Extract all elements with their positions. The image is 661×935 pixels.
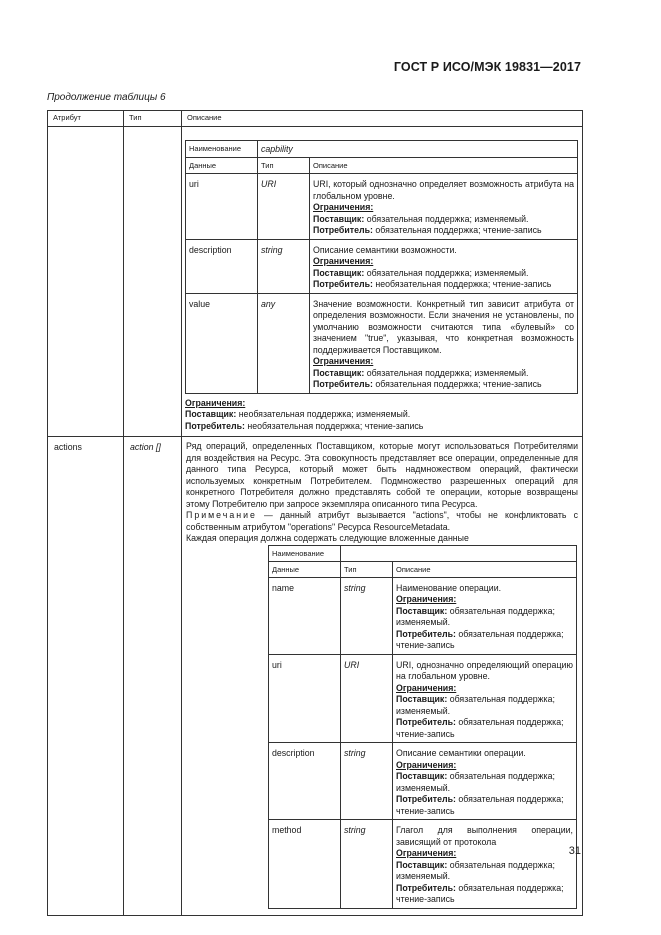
row-name: uri bbox=[186, 174, 258, 240]
col-header-description: Описание bbox=[310, 158, 578, 174]
name-value: capbility bbox=[258, 141, 578, 158]
limits-heading: Ограничения: bbox=[396, 759, 457, 770]
provider-label: Поставщик: bbox=[396, 859, 448, 870]
empty-cell bbox=[48, 127, 124, 437]
capability-limits-heading: Ограничения: bbox=[185, 397, 246, 408]
consumer-text: обязательная поддержка; чтение-запись bbox=[396, 628, 564, 650]
actions-note bbox=[186, 510, 578, 533]
row-name: value bbox=[186, 293, 258, 393]
main-table bbox=[47, 110, 583, 916]
actions-each: Каждая операция должна содержать следующие вложенные данные bbox=[186, 533, 469, 543]
desc-text: Описание семантики операции. bbox=[396, 748, 526, 758]
col-header-type: Тип bbox=[124, 111, 182, 127]
col-header-data: Данные bbox=[269, 561, 341, 577]
main-table-header bbox=[48, 111, 583, 127]
consumer-label: Потребитель: bbox=[396, 628, 456, 639]
consumer-label: Потребитель: bbox=[313, 379, 373, 389]
row-name: method bbox=[269, 820, 341, 909]
col-header-type: Тип bbox=[341, 561, 393, 577]
note-text: — данный атрибут вызывается "actions", чтобы не конфликтовать с собственным атрибутом "operations" Ресурса ResourceMetadata. bbox=[186, 510, 578, 532]
table-row bbox=[269, 743, 577, 820]
table-row bbox=[186, 239, 578, 293]
attribute-name: actions bbox=[48, 437, 124, 916]
consumer-label: Потребитель: bbox=[185, 420, 245, 431]
desc-text: URI, который однозначно определяет возможность атрибута на глобальном уровне. bbox=[313, 179, 574, 201]
desc-text: URI, однозначно определяющий операцию на глобальном уровне. bbox=[396, 659, 573, 681]
provider-label: Поставщик: bbox=[313, 267, 365, 278]
consumer-label: Потребитель: bbox=[313, 279, 373, 289]
row-description bbox=[393, 577, 577, 654]
provider-label: Поставщик: bbox=[396, 605, 448, 616]
col-header-description: Описание bbox=[182, 111, 583, 127]
provider-text: обязательная поддержка; изменяемый. bbox=[364, 213, 529, 224]
limits-heading: Ограничения: bbox=[396, 848, 457, 858]
actions-description bbox=[182, 437, 583, 916]
consumer-text: обязательная поддержка; чтение-запись bbox=[372, 225, 542, 235]
limits-heading: Ограничения: bbox=[396, 682, 457, 693]
row-type: string bbox=[341, 820, 393, 909]
table-row-capability bbox=[48, 127, 583, 437]
table-caption: Продолжение таблицы 6 bbox=[47, 92, 166, 103]
table-row bbox=[269, 577, 577, 654]
page-number: 31 bbox=[568, 845, 581, 857]
capability-description bbox=[182, 127, 583, 437]
row-description bbox=[310, 174, 578, 240]
provider-text: обязательная поддержка; изменяемый. bbox=[364, 267, 529, 278]
row-type: string bbox=[341, 743, 393, 820]
capability-nested-table bbox=[185, 140, 578, 394]
row-type: URI bbox=[341, 654, 393, 743]
actions-nested-table bbox=[268, 545, 577, 909]
name-label: Наименование bbox=[269, 545, 341, 561]
row-description bbox=[310, 293, 578, 393]
consumer-label: Потребитель: bbox=[313, 225, 373, 235]
provider-label: Поставщик: bbox=[396, 694, 448, 704]
desc-text: Описание семантики возможности. bbox=[313, 244, 457, 255]
attribute-type: action [] bbox=[124, 437, 182, 916]
provider-label: Поставщик: bbox=[313, 367, 365, 378]
limits-heading: Ограничения: bbox=[313, 202, 374, 212]
document-header: ГОСТ Р ИСО/МЭК 19831—2017 bbox=[393, 60, 581, 74]
col-header-attribute: Атрибут bbox=[48, 111, 124, 127]
note-label: Примечание bbox=[186, 510, 257, 520]
row-type: URI bbox=[258, 174, 310, 240]
desc-text: Глагол для выполнения операции, зависящий от протокола bbox=[396, 825, 573, 847]
provider-text: необязательная поддержка; изменяемый. bbox=[236, 409, 411, 419]
row-type: string bbox=[341, 577, 393, 654]
consumer-label: Потребитель: bbox=[396, 882, 456, 893]
table-row bbox=[186, 293, 578, 393]
desc-text: Наименование операции. bbox=[396, 582, 502, 593]
consumer-label: Потребитель: bbox=[396, 717, 456, 727]
row-description bbox=[310, 239, 578, 293]
consumer-text: обязательная поддержка; чтение-запись bbox=[372, 379, 542, 389]
row-type: string bbox=[258, 239, 310, 293]
name-value bbox=[341, 545, 577, 561]
provider-text: обязательная поддержка; изменяемый. bbox=[396, 771, 555, 793]
consumer-text: необязательная поддержка; чтение-запись bbox=[372, 279, 552, 289]
consumer-text: обязательная поддержка; чтение-запись bbox=[396, 717, 564, 739]
consumer-text: обязательная поддержка; чтение-запись bbox=[396, 882, 564, 904]
provider-text: обязательная поддержка; изменяемый. bbox=[364, 367, 529, 378]
provider-text: обязательная поддержка; изменяемый. bbox=[396, 694, 555, 716]
row-description bbox=[393, 820, 577, 909]
row-description bbox=[393, 743, 577, 820]
row-name: uri bbox=[269, 654, 341, 743]
provider-text: обязательная поддержка; изменяемый. bbox=[396, 605, 555, 627]
limits-heading: Ограничения: bbox=[313, 256, 374, 266]
table-row bbox=[269, 820, 577, 909]
table-row bbox=[269, 654, 577, 743]
provider-label: Поставщик: bbox=[313, 213, 365, 224]
provider-label: Поставщик: bbox=[396, 771, 448, 781]
name-label: Наименование bbox=[186, 141, 258, 158]
limits-heading: Ограничения: bbox=[313, 356, 374, 366]
row-description bbox=[393, 654, 577, 743]
provider-label: Поставщик: bbox=[185, 409, 237, 419]
row-name: description bbox=[269, 743, 341, 820]
row-name: name bbox=[269, 577, 341, 654]
consumer-text: обязательная поддержка; чтение-запись bbox=[396, 794, 564, 816]
col-header-data: Данные bbox=[186, 158, 258, 174]
desc-text: Значение возможности. Конкретный тип зависит атрибута от определения возможности. Если значения не установлены, по умолчанию возможности считаются типа «булевый» со значением "true", указывая, что конкретная возможность поддерживается Поставщиком. bbox=[313, 298, 574, 355]
consumer-text: необязательная поддержка; чтение-запись bbox=[244, 420, 424, 431]
consumer-label: Потребитель: bbox=[396, 794, 456, 804]
actions-intro: Ряд операций, определенных Поставщиком, которые могут использоваться Потребителями для воздействия на Ресурс. Эта совокупность представляет все операции, определенные для данного типа Ресурса, который может быть надмножеством операций, фактически используемых конкретным Потребителем. Подмножество разрешенных операций для конкретного Потребителя должно представлять собой те операции, которые возвращены этому Потребителю при запросе экземпляра описанного типа Ресурса. bbox=[186, 441, 578, 509]
provider-text: обязательная поддержка; изменяемый. bbox=[396, 859, 555, 881]
limits-heading: Ограничения: bbox=[396, 594, 457, 604]
col-header-description: Описание bbox=[393, 561, 577, 577]
col-header-type: Тип bbox=[258, 158, 310, 174]
row-type: any bbox=[258, 293, 310, 393]
table-row bbox=[186, 174, 578, 240]
table-row-actions bbox=[48, 437, 583, 916]
empty-cell bbox=[124, 127, 182, 437]
row-name: description bbox=[186, 239, 258, 293]
